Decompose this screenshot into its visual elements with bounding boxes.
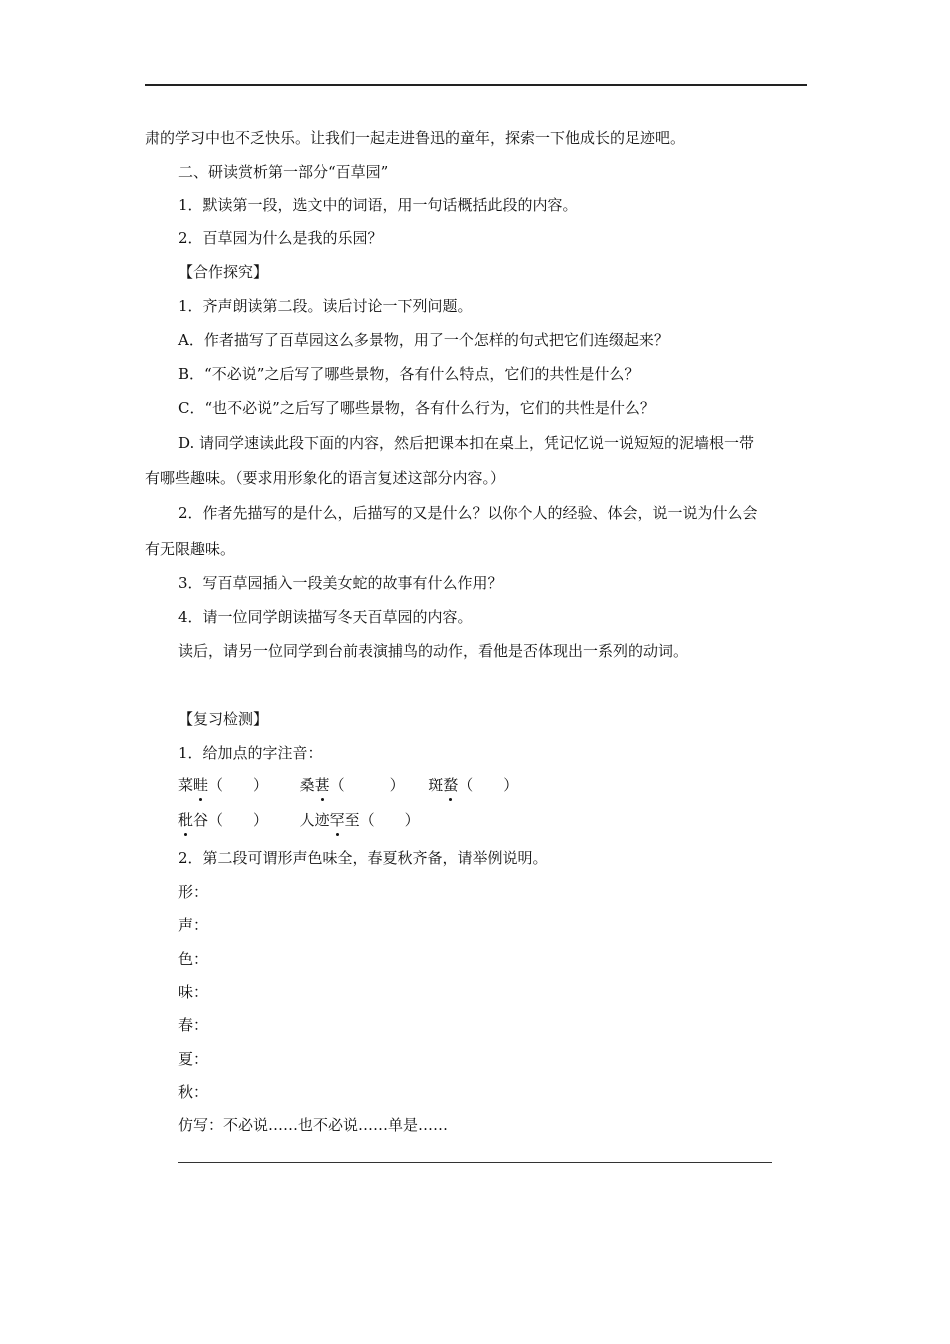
header-rule <box>145 84 807 86</box>
review-question-2: 2．第二段可谓形声色味全，春夏秋齐备，请举例说明。 <box>178 849 548 867</box>
coop-question-2-line2: 有无限趣味。 <box>145 540 236 558</box>
coop-question-a: A．作者描写了百草园这么多景物，用了一个怎样的句式把它们连缀起来？ <box>178 331 669 349</box>
paragraph-continuation: 肃的学习中也不乏快乐。让我们一起走进鲁迅的童年，探索一下他成长的足迹吧。 <box>145 129 686 147</box>
question-1: 1．默读第一段，选文中的词语，用一句话概括此段的内容。 <box>178 196 578 214</box>
coop-question-b: B．“不必说”之后写了哪些景物，各有什么特点，它们的共性是什么？ <box>178 365 640 383</box>
pinyin-item-renjihanzhi: 人迹罕至（ ） <box>299 811 420 829</box>
coop-question-4: 4．请一位同学朗读描写冬天百草园的内容。 <box>178 608 473 626</box>
cooperation-heading: 【合作探究】 <box>178 263 269 281</box>
coop-question-3: 3．写百草园插入一段美女蛇的故事有什么作用？ <box>178 574 503 592</box>
label-wei: 味： <box>178 983 209 1001</box>
pinyin-item-bigu: 秕谷（ ） <box>178 811 269 829</box>
coop-question-2-line1: 2．作者先描写的是什么，后描写的又是什么？以你个人的经验、体会，说一说为什么会 <box>178 504 758 522</box>
review-heading: 【复习检测】 <box>178 710 269 728</box>
coop-question-c: C．“也不必说”之后写了哪些景物，各有什么行为，它们的共性是什么？ <box>178 399 655 417</box>
pinyin-row-1 <box>178 775 518 795</box>
question-2: 2．百草园为什么是我的乐园？ <box>178 229 383 247</box>
coop-question-d-line1: D. 请同学速读此段下面的内容，然后把课本扣在桌上，凭记忆说一说短短的泥墙根一带 <box>178 434 755 452</box>
coop-question-1: 1．齐声朗读第二段。读后讨论一下列问题。 <box>178 297 473 315</box>
review-question-1: 1．给加点的字注音： <box>178 744 323 762</box>
pinyin-row-2 <box>178 810 420 830</box>
pinyin-item-sangshen: 桑葚（ ） <box>299 776 405 794</box>
label-sheng: 声： <box>178 916 209 934</box>
section-heading: 二、研读赏析第一部分“百草园” <box>178 163 389 181</box>
pinyin-item-caiqi: 菜畦（ ） <box>178 776 269 794</box>
label-se: 色： <box>178 950 209 968</box>
coop-question-5: 读后，请另一位同学到台前表演捕鸟的动作，看他是否体现出一系列的动词。 <box>178 642 689 660</box>
imitation-writing-prompt: 仿写：不必说……也不必说……单是…… <box>178 1116 449 1134</box>
label-qiu: 秋： <box>178 1083 209 1101</box>
pinyin-item-banmao: 斑蝥（ ） <box>428 776 519 794</box>
label-chun: 春： <box>178 1016 209 1034</box>
label-xia: 夏： <box>178 1050 209 1068</box>
coop-question-d-line2: 有哪些趣味。（要求用形象化的语言复述这部分内容。） <box>145 469 506 487</box>
answer-line <box>178 1162 772 1163</box>
label-xing: 形： <box>178 883 209 901</box>
